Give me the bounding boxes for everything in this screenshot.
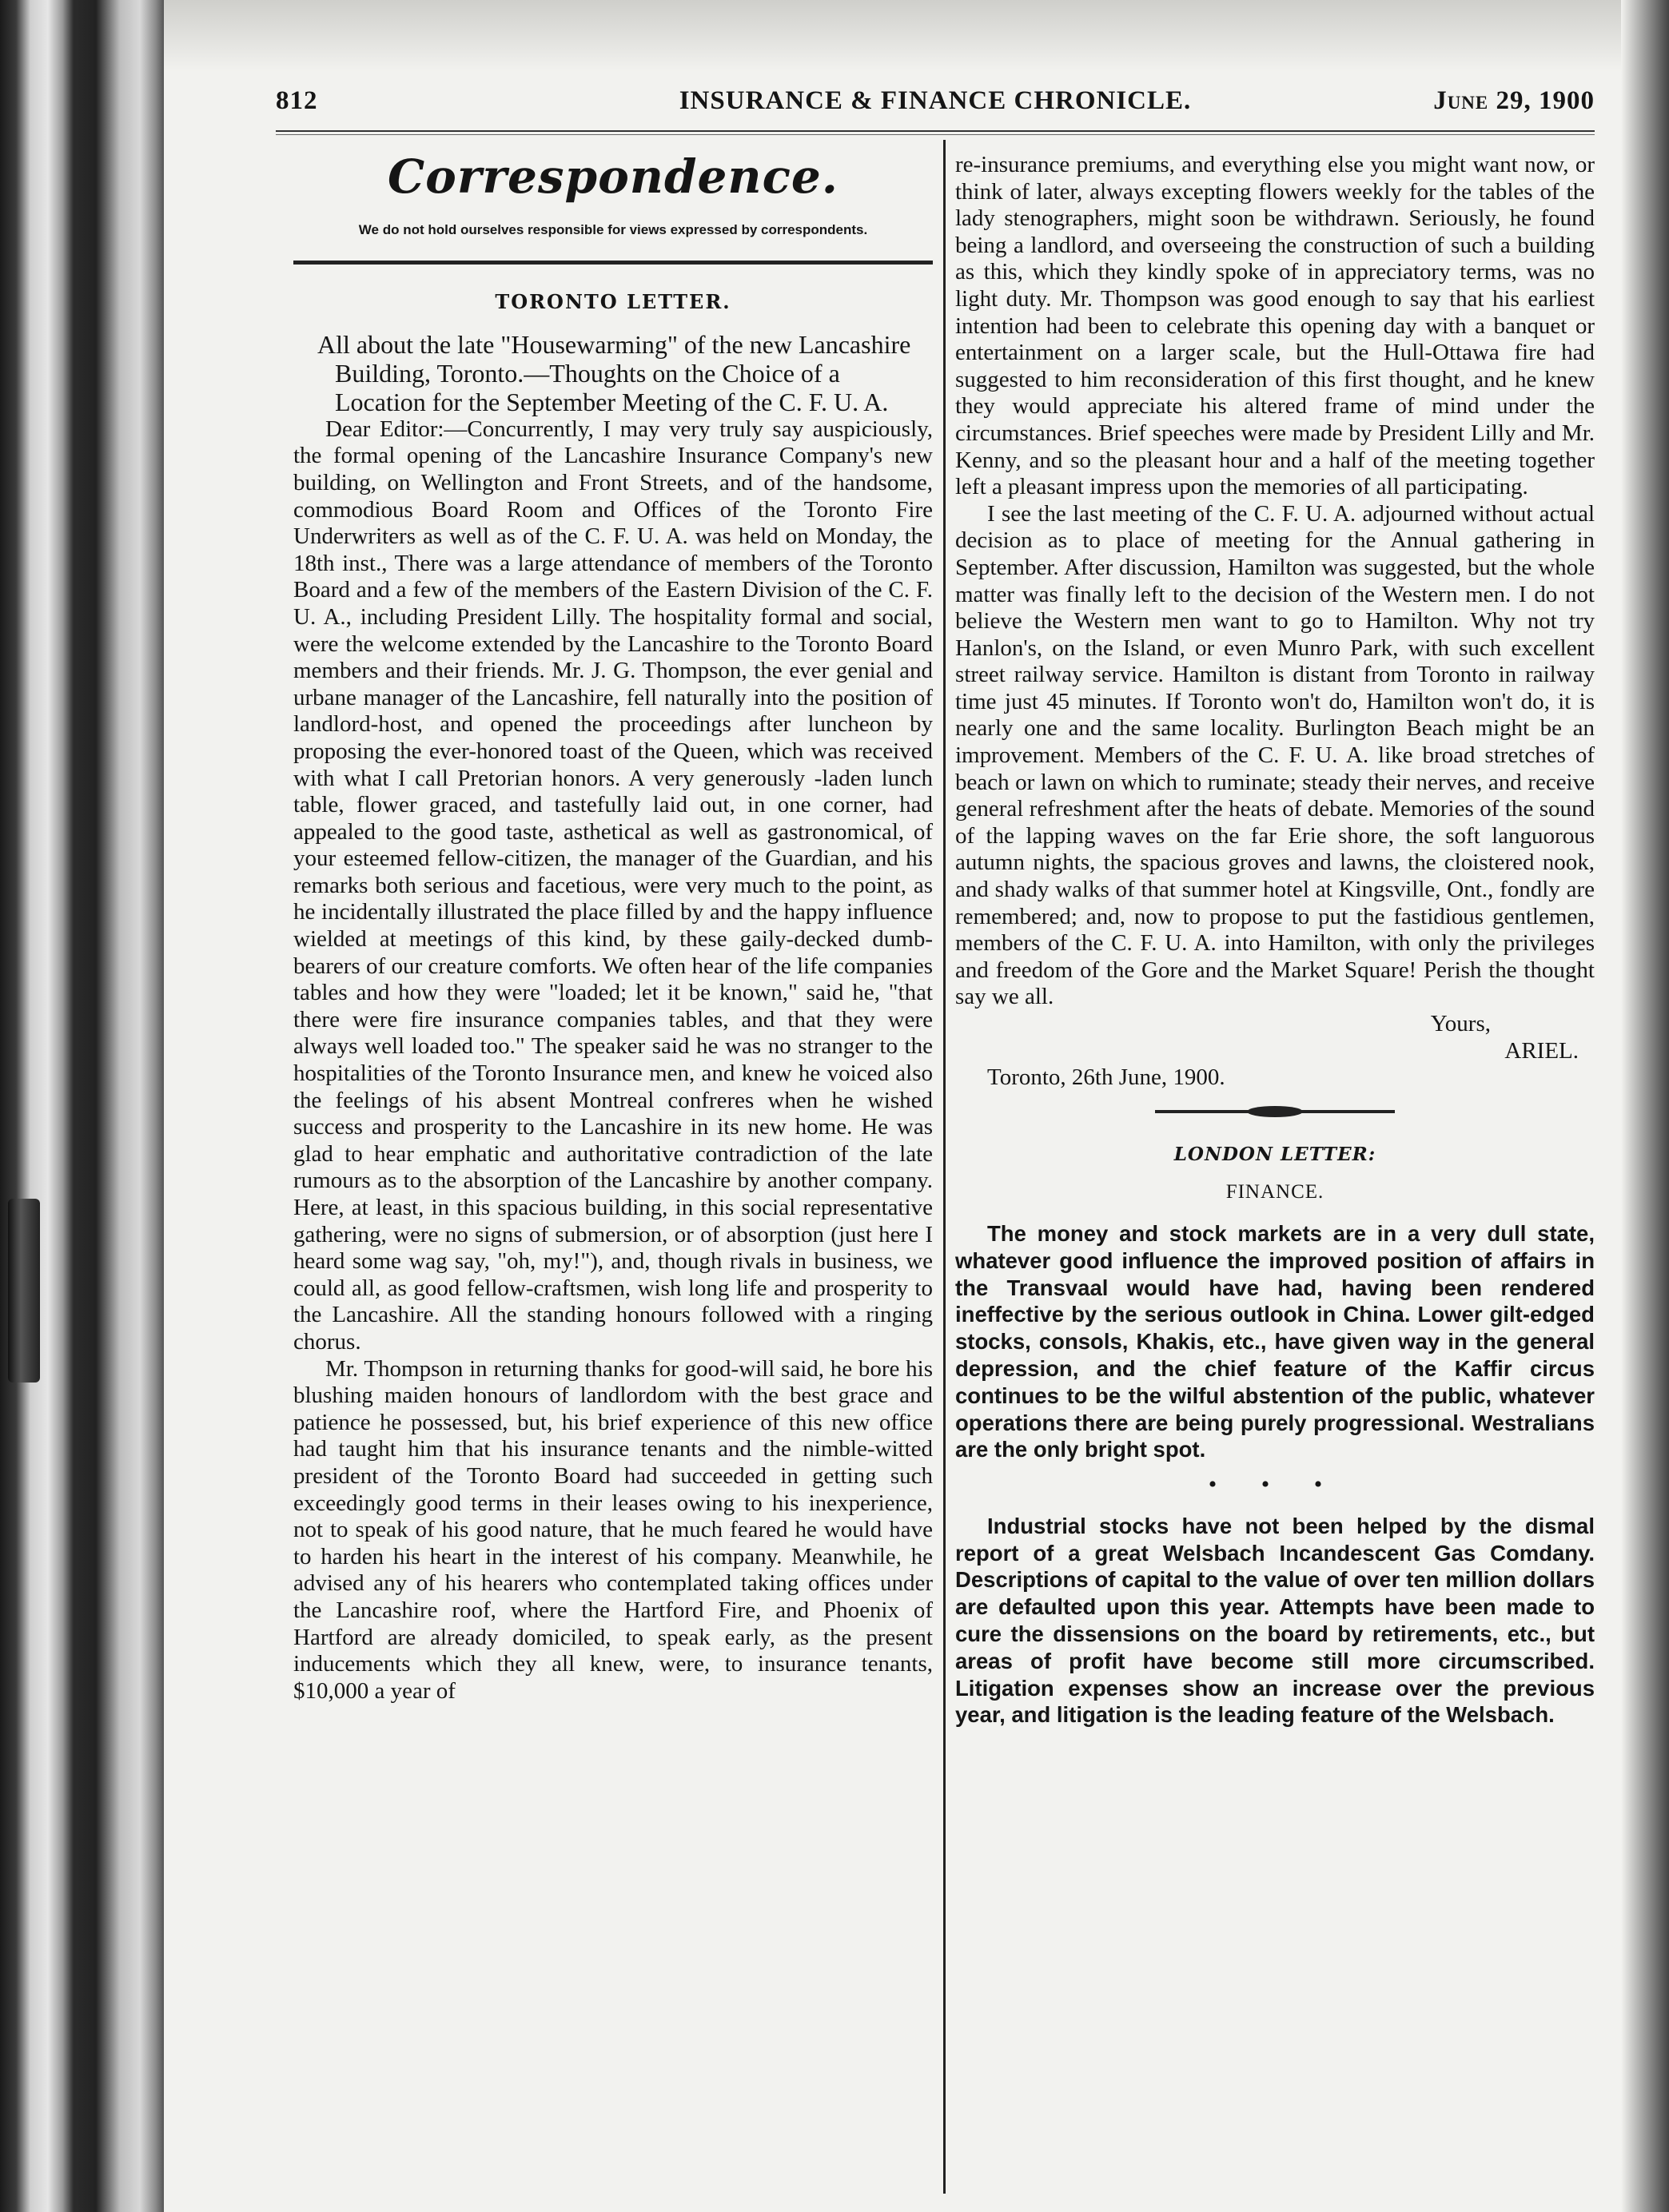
- toronto-letter-heading: TORONTO LETTER.: [495, 290, 731, 314]
- column-divider: [943, 140, 946, 2194]
- london-letter-paragraph: Industrial stocks have not been helped by the dismal report of a great Welsbach Incandescent Gas Comdany. Descriptions of capital to the value of over ten million dollars are defaulted upon this year. Attempts have been made to cure the dissensions on the board by retirements, etc., but areas of profit have become still more circumscribed. Litigation expenses show an increase over the previous year, and litigation is the leading feature of the Welsbach.: [955, 1513, 1595, 1728]
- page-right-edge: [1621, 0, 1669, 2212]
- london-letter-subheading: FINANCE.: [1225, 1181, 1324, 1203]
- letter-signature: ARIEL.: [1504, 1037, 1579, 1064]
- toronto-letter-continuation: re-insurance premiums, and everything else you might want now, or think of later, always excepting flowers weekly for the tables of the lady stenographers, might soon be withdrawn. Seriously, he found being a landlord, and overseeing the construction of such a building as this, which they kindly spoke of in appreciatory terms, was no light duty. Mr. Thompson was good enough to say that his earliest intention had been to celebrate this opening day with a banquet or entertainment on a larger scale, but the Hull-Ottawa fire had suggested to him reconsideration of this first thought, and he knew they would appreciate his altered frame of mind under the circumstances. Brief speeches were made by President Lilly and Mr. Kenny, and so the pleasant hour and a half of the meeting together left a pleasant impress upon the memories of all participating.: [955, 152, 1595, 500]
- letter-closing: Yours,: [1430, 1011, 1491, 1036]
- document-page: [164, 0, 1669, 2212]
- letter-place-date: Toronto, 26th June, 1900.: [987, 1064, 1225, 1091]
- toronto-letter-summary: All about the late "Housewarming" of the new Lancashire Building, Toronto.—Thoughts on the Choice of a Location for the September Meeting of the C. F. U. A.: [317, 329, 911, 416]
- publication-title: INSURANCE & FINANCE CHRONICLE.: [679, 86, 1192, 115]
- toronto-letter-paragraph: I see the last meeting of the C. F. U. A. adjourned without actual decision as to place of meeting for the Annual gathering in September. After discussion, Hamilton was suggested, but the whole matter was finally left to the decision of the Western men. I do not believe the Western men want to go to Hamilton. Why not try Hanlon's, on the Island, or even Munro Park, with such excellent street railway service. Hamilton is distant from Toronto in railway time just 45 minutes. If Toronto won't do, Hamilton won't do, it is nearly one and the same locality. Burlington Beach might be an improvement. Members of the C. F. U. A. like broad stretches of beach or lawn on which to ruminate; steady their nerves, and receive general refreshment after the heats of debate. Memories of the sound of the lapping waves on the far Erie shore, the soft languorous autumn nights, the spacious groves and lawns, the cloistered nook, and shady walks of that summer hotel at Kingsville, Ont., fondly are remembered; and, now to propose to put the fastidious gentlemen, members of the C. F. U. A. into Hamilton, with only the privileges and freedom of the Gore and the Market Square! Perish the thought say we all.: [955, 500, 1595, 1010]
- section-title: Correspondence.: [388, 149, 838, 204]
- page-top-edge: [164, 0, 1669, 72]
- left-column: [293, 149, 933, 1705]
- toronto-letter-paragraph: Dear Editor:—Concurrently, I may very truly say auspiciously, the formal opening of the Lancashire Insurance Company's new building, on Wellington and Front Streets, and of the handsome, commodious Board Room and Offices of the Toronto Fire Underwriters as well as of the C. F. U. A. was held on Monday, the 18th inst., There was a large attendance of members of the Toronto Board and a few of the members of the Eastern Division of the C. F. U. A., including President Lilly. The hospitality formal and social, were the welcome extended by the Lancashire to the Toronto Board members and their friends. Mr. J. G. Thompson, the ever genial and urbane manager of the Lancashire, fell naturally into the position of landlord-host, and opened the proceedings after luncheon by proposing the ever-honored toast of the Queen, which was received with what I call Pretorian honors. A very generously -laden lunch table, flower graced, and tastefully laid out, in one corner, had appealed to the good taste, asthetical as well as gastronomical, of your esteemed fellow-citizen, the manager of the Guardian, and his remarks both serious and facetious, were very much to the point, as he incidentally illustrated the place filled by and the happy influence wielded at meetings of this kind, by these gaily-decked dumb-bearers of our creature comforts. We often hear of the life companies tables and how they were "loaded; let it be known," said he, "that there were fire insurance companies tables, and that they were always well loaded too." The speaker said he was no stranger to the hospitalities of the Toronto Insurance men, and knew he voiced also the feelings of his absent Montreal confreres when he wished success and prosperity to the Lancashire in its new home. He was glad to hear emphatic and authoritative contradiction of the late rumours as to the absorption of the Lancashire by another company. Here, at least, in this spacious building, in this social representative gathering, were no signs of submersion, or of absorption (just here I heard some wag say, "oh, my!"), and, though rivals in business, we could all, as good fellow-craftsmen, wish long life and prosperity to the Lancashire. All the standing honours followed with a ringing chorus.: [293, 416, 933, 1355]
- running-header: [276, 80, 1595, 128]
- disclaimer: We do not hold ourselves responsible for views expressed by correspondents.: [358, 221, 868, 237]
- asterism-separator: • • •: [1208, 1471, 1342, 1498]
- london-letter-heading: LONDON LETTER:: [1173, 1143, 1376, 1165]
- header-rule: [276, 130, 1595, 135]
- issue-date: June 29, 1900: [1433, 86, 1595, 115]
- ornament-center: [1247, 1106, 1303, 1117]
- book-binding: [0, 0, 164, 2212]
- london-letter-paragraph: The money and stock markets are in a very dull state, whatever good influence the improved position of affairs in the Transvaal would have had, having been rendered ineffective by the serious outlook in China. Lower gilt-edged stocks, consols, Khakis, etc., have given way in the general depression, and the chief feature of the Kaffir circus continues to be the wilful abstention of the public, whatever operations there are being purely progressional. Westralians are the only bright spot.: [955, 1220, 1595, 1462]
- toronto-letter-paragraph: Mr. Thompson in returning thanks for good-will said, he bore his blushing maiden honours of landlordom with the best grace and patience he possessed, but, his brief experience of this new office had taught him that his insurance tenants and the nimble-witted president of the Toronto Board had succeeded in getting such exceedingly good terms in their leases owing to his inexperience, not to speak of his good nature, that he much feared he would have to harden his heart in the interest of his company. Meanwhile, he advised any of his hearers who contemplated taking offices under the Lancashire roof, where the Hartford Fire, and Phoenix of Hartford are already domiciled, to speak early, as the present inducements which they all knew, were, to insurance tenants, $10,000 a year of: [293, 1355, 933, 1704]
- section-rule: [293, 261, 933, 265]
- right-column: [955, 152, 1595, 1729]
- ornamental-divider: [1155, 1106, 1395, 1117]
- page-number: 812: [276, 86, 318, 115]
- binding-clip: [8, 1199, 40, 1382]
